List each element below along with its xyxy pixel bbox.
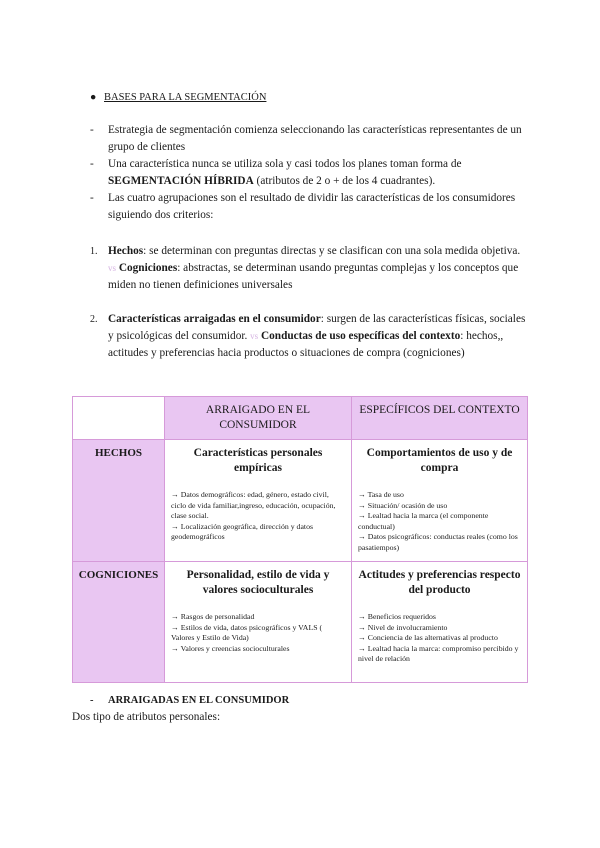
section-title: BASES PARA LA SEGMENTACIÓN (104, 92, 267, 103)
table-cell (165, 562, 352, 683)
cell-list: → Beneficios requeridos → Nivel de involucramiento → Conciencia de las alternativas al producto → Lealtad hacia la marca: compromiso percibido y nivel de relación (358, 612, 519, 663)
table-cell (165, 440, 352, 562)
numbered-item-1: 1. Hechos: se determinan con preguntas directas y se clasifican con una sola medida objetiva. vs Cogniciones: abstractas, se determinan usando preguntas complejas y los conceptos que miden no tienen definiciones universales (90, 245, 521, 291)
section-heading (90, 92, 266, 103)
row-label-cogniciones: COGNICIONES (73, 562, 165, 683)
cell-list: → Rasgos de personalidad → Estilos de vida, datos psicográficos y VALS ( Valores y Estilo de Vida) → Valores y creencias socioculturales (171, 612, 323, 653)
dash-list (90, 122, 530, 224)
segmentation-table (72, 396, 528, 683)
cell-list: → Datos demográficos: edad, género, estado civil, ciclo de vida familiar,ingreso, educación, ocupación, clase social. → Localización geográfica, dirección y datos geodemográficos (171, 490, 336, 541)
list-item: - Una característica nunca se utiliza sola y casi todos los planes toman forma de SEGMENTACIÓN HÍBRIDA (atributos de 2 o + de los 4 cuadrantes). (90, 158, 462, 187)
col-header-especificos: ESPECÍFICOS DEL CONTEXTO (352, 397, 528, 440)
bullet: ● (90, 92, 97, 103)
cell-list: → Tasa de uso → Situación/ ocasión de uso → Lealtad hacia la marca (el componente conductual) → Datos psicográficos: conductas reales (como los pasatiempos) (358, 490, 518, 552)
cell-title: Comportamientos de uso y de compra (366, 447, 513, 474)
list-item: - Estrategia de segmentación comienza seleccionando las características representantes de un grupo de clientes (90, 124, 522, 153)
table-cell (352, 562, 528, 683)
subsection-heading: - ARRAIGADAS EN EL CONSUMIDOR (90, 695, 290, 706)
table-cell (352, 440, 528, 562)
paragraph: Dos tipo de atributos personales: (72, 711, 221, 723)
cell-title: Actitudes y preferencias respecto del producto (358, 569, 521, 596)
col-header-arraigado: ARRAIGADO EN EL CONSUMIDOR (165, 397, 352, 440)
numbered-item-2: 2. Características arraigadas en el consumidor: surgen de las características físicas, sociales y psicológicas del consumidor. vs Conductas de uso específicas del contexto: hechos,, actitudes y preferencias hacia productos o situaciones de compra (cogniciones) (90, 313, 526, 359)
cell-title: Características personales empíricas (193, 447, 323, 474)
empty-corner-cell (73, 397, 165, 440)
cell-title: Personalidad, estilo de vida y valores socioculturales (186, 569, 330, 596)
row-label-hechos: HECHOS (73, 440, 165, 562)
list-item: - Las cuatro agrupaciones son el resultado de dividir las características de los consumidores siguiendo dos criterios: (90, 192, 516, 221)
